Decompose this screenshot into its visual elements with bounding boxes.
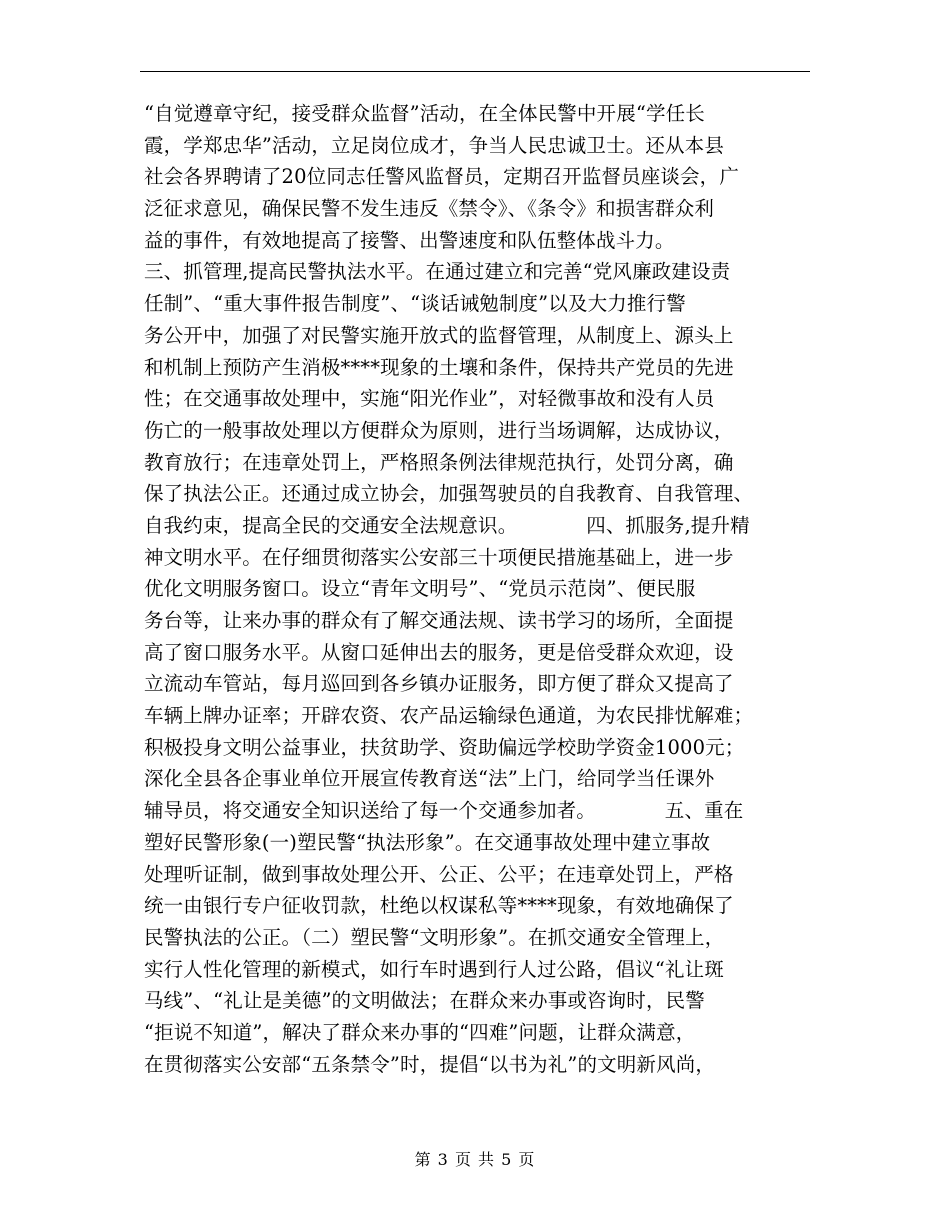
text-line: “自觉遵章守纪，接受群众监督”活动，在全体民警中开展“学任长: [144, 102, 705, 125]
text-line: 民警执法的公正。（二）塑民警“文明形象”。在抓交通安全管理上，: [144, 925, 725, 949]
text-line: 教育放行；在违章处罚上，严格照条例法律规范执行，处罚分离，确: [144, 450, 734, 474]
text-line: 三、抓管理,提高民警执法水平。在通过建立和完善“党风廉政建设责: [144, 260, 731, 284]
text-line: 伤亡的一般事故处理以方便群众为原则，进行当场调解，达成协议，: [144, 418, 734, 442]
text-line: 务公开中，加强了对民警实施开放式的监督管理，从制度上、源头上: [144, 323, 734, 347]
text-line: 优化文明服务窗口。设立“青年文明号”、“党员示范岗”、便民服: [144, 577, 696, 601]
text-line: 务台等，让来办事的群众有了解交通法规、读书学习的场所，全面提: [144, 609, 734, 632]
document-body: [144, 98, 814, 1080]
text-line: 自我约束，提高全民的交通安全法规意识。 四、抓服务,提升精: [144, 513, 750, 537]
page-number: 第 3 页 共 5 页: [414, 1150, 536, 1169]
text-line: 益的事件，有效地提高了接警、出警速度和队伍整体战斗力。: [144, 228, 675, 252]
text-line: 性；在交通事故处理中，实施“阳光作业”，对轻微事故和没有人员: [144, 387, 715, 411]
header-rule: [140, 71, 810, 72]
text-line: 泛征求意见，确保民警不发生违反《禁令》、《条令》和损害群众利: [144, 197, 715, 221]
text-line: 保了执法公正。还通过成立协会，加强驾驶员的自我教育、自我管理、: [144, 482, 754, 506]
text-line: 马线”、“礼让是美德”的文明做法；在群众来办事或咨询时，民警: [144, 989, 705, 1013]
text-line: 任制”、“重大事件报告制度”、“谈话诫勉制度”以及大力推行警: [144, 292, 686, 316]
text-line: 在贯彻落实公安部“五条禁令”时，提倡“以书为礼”的文明新风尚，: [144, 1052, 716, 1076]
text-line: 霞，学郑忠华”活动，立足岗位成才，争当人民忠诚卫士。还从本县: [144, 133, 724, 157]
text-line: 实行人性化管理的新模式，如行车时遇到行人过公路，倡议“礼让斑: [144, 957, 724, 981]
text-line: 塑好民警形象(一)塑民警“执法形象”。在交通事故处理中建立事故: [144, 830, 711, 854]
text-line: 社会各界聘请了20位同志任警风监督员，定期召开监督员座谈会，广: [144, 165, 739, 189]
text-line: 辅导员，将交通安全知识送给了每一个交通参加者。 五、重在: [144, 799, 744, 823]
text-line: 积极投身文明公益事业，扶贫助学、资助偏远学校助学资金1000元；: [144, 735, 745, 759]
text-line: 深化全县各企事业单位开展宣传教育送“法”上门，给同学当任课外: [144, 767, 715, 791]
text-line: 处理听证制，做到事故处理公开、公正、公平；在违章处罚上，严格: [144, 862, 734, 886]
text-line: “拒说不知道”，解决了群众来办事的“四难”问题，让群众满意，: [144, 1020, 696, 1044]
text-line: 立流动车管站，每月巡回到各乡镇办证服务，即方便了群众又提高了: [144, 672, 734, 696]
text-line: 神文明水平。在仔细贯彻落实公安部三十项便民措施基础上，进一步: [144, 545, 734, 569]
text-line: 高了窗口服务水平。从窗口延伸出去的服务，更是倍受群众欢迎，设: [144, 640, 734, 664]
text-line: 车辆上牌办证率；开辟农资、农产品运输绿色通道，为农民排忧解难；: [144, 704, 754, 728]
text-line: 和机制上预防产生消极****现象的土壤和条件，保持共产党员的先进: [144, 355, 734, 379]
text-line: 统一由银行专户征收罚款，杜绝以权谋私等****现象，有效地确保了: [144, 894, 734, 918]
